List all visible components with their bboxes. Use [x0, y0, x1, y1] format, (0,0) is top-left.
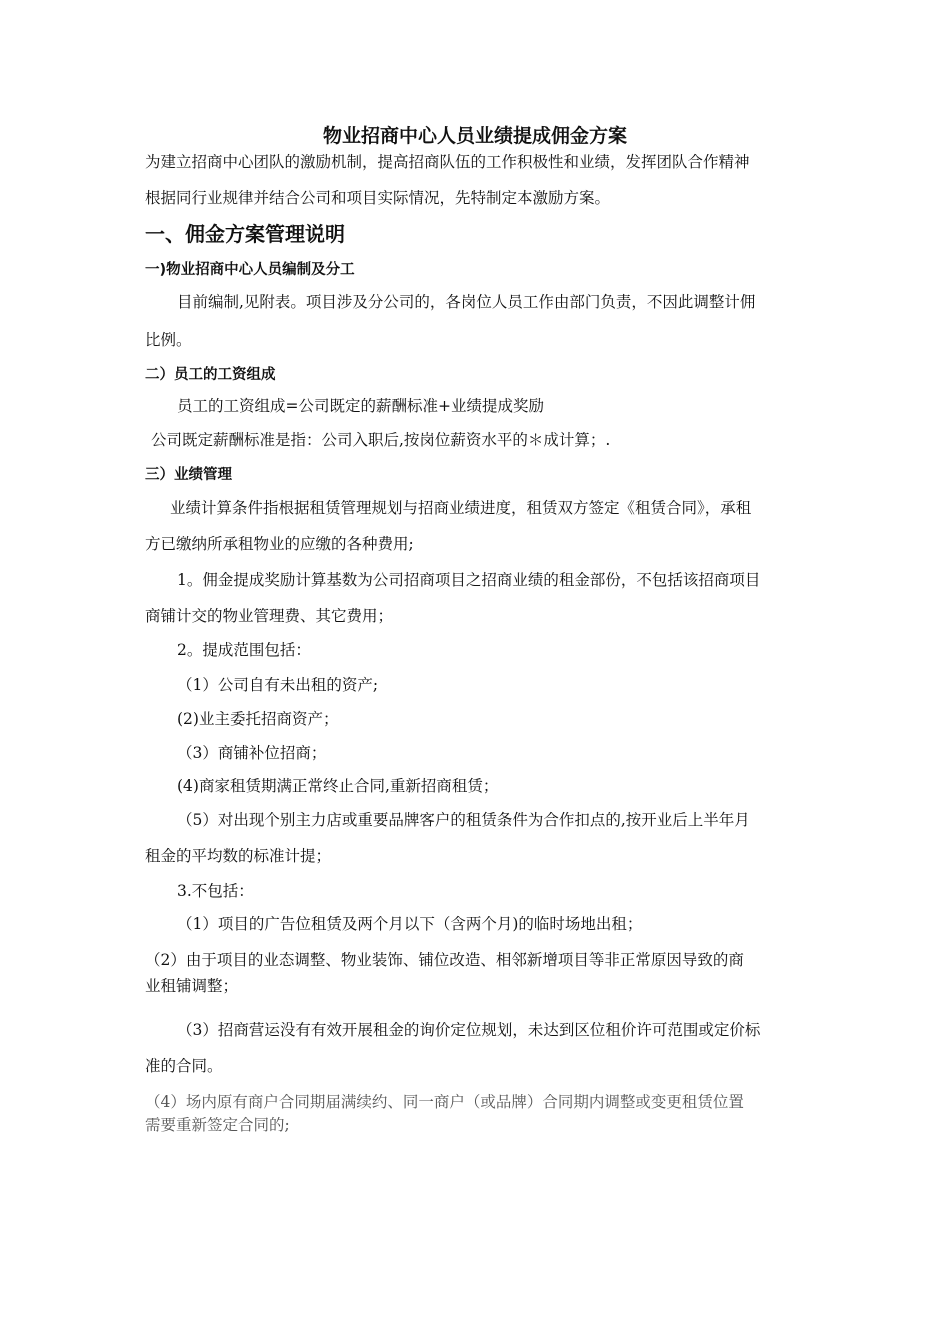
item-2-heading: 2。提成范围包括：: [177, 641, 311, 659]
paragraph-salary-line-2: 公司既定薪酬标准是指：公司入职后,按岗位薪资水平的＊成计算；.: [151, 431, 611, 449]
item-1-line-1: 1。佣金提成奖励计算基数为公司招商项目之招商业绩的租金部份，不包括该招商项目: [177, 571, 761, 589]
item-2-sub-4: (4)商家租赁期满正常终止合同,重新招商租赁；: [177, 777, 499, 795]
item-3-sub-4-line-1: （4）场内原有商户合同期届满续约、同一商户（或品牌）合同期内调整或变更租赁位置: [145, 1093, 744, 1111]
document-title: 物业招商中心人员业绩提成佣金方案: [322, 125, 627, 147]
paragraph-staffing-line-1: 目前编制,见附表。项目涉及分公司的，各岗位人员工作由部门负责，不因此调整计佣: [177, 293, 756, 311]
paragraph-staffing-line-2: 比例。: [145, 331, 192, 349]
subheading-staffing: 一)物业招商中心人员编制及分工: [145, 262, 355, 278]
item-3-sub-2-line-2: 业租铺调整；: [145, 977, 239, 995]
item-3-heading: 3.不包括：: [177, 882, 254, 900]
item-2-sub-5-line-2: 租金的平均数的标准计提；: [145, 847, 332, 865]
intro-line-2: 根据同行业规律并结合公司和项目实际情况，先特制定本激励方案。: [145, 189, 611, 207]
paragraph-salary-line-1: 员工的工资组成=公司既定的薪酬标准+业绩提成奖励: [177, 397, 544, 415]
paragraph-performance-line-2: 方已缴纳所承租物业的应缴的各种费用;: [145, 535, 414, 553]
item-3-sub-3-line-2: 准的合同。: [145, 1057, 223, 1075]
subheading-salary: 二）员工的工资组成: [145, 367, 276, 383]
item-3-sub-2-line-1: （2）由于项目的业态调整、物业装饰、铺位改造、相邻新增项目等非正常原因导致的商: [145, 951, 744, 969]
paragraph-performance-line-1: 业绩计算条件指根据租赁管理规划与招商业绩进度，租赁双方签定《租赁合同》，承租: [170, 499, 752, 517]
item-2-sub-2: (2)业主委托招商资产；: [177, 710, 339, 728]
item-3-sub-4-line-2: 需要重新签定合同的;: [145, 1116, 290, 1134]
item-3-sub-1: （1）项目的广告位租赁及两个月以下（含两个月)的临时场地出租；: [177, 915, 643, 933]
item-2-sub-1: （1）公司自有未出租的资产;: [177, 676, 379, 694]
item-2-sub-3: （3）商铺补位招商；: [177, 744, 327, 762]
item-1-line-2: 商铺计交的物业管理费、其它费用；: [145, 607, 394, 625]
section-heading-1: 一、佣金方案管理说明: [145, 222, 345, 246]
intro-line-1: 为建立招商中心团队的激励机制，提高招商队伍的工作积极性和业绩，发挥团队合作精神: [145, 153, 750, 171]
item-3-sub-3-line-1: （3）招商营运没有有效开展租金的询价定位规划，未达到区位租价许可范围或定价标: [177, 1021, 761, 1039]
subheading-performance: 三）业绩管理: [145, 467, 232, 483]
item-2-sub-5-line-1: （5）对出现个别主力店或重要品牌客户的租赁条件为合作扣点的,按开业后上半年月: [177, 811, 750, 829]
